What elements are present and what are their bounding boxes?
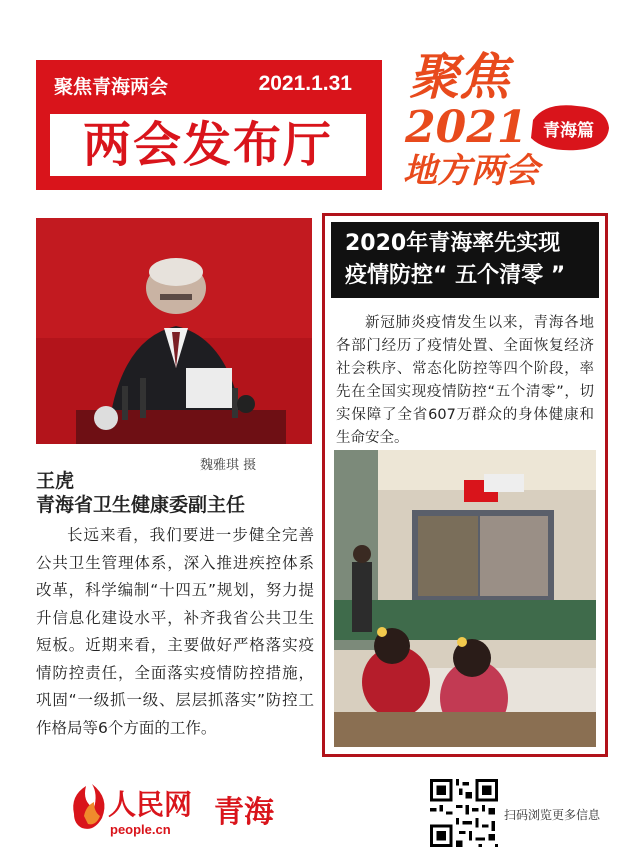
classroom-photo <box>334 450 596 747</box>
scan-prompt: 扫码浏览更多信息 <box>504 808 601 822</box>
calligraphy-logo <box>395 42 615 192</box>
calligraphy-line3: 地方两会 <box>403 151 539 191</box>
header-banner <box>36 60 382 190</box>
flame-icon <box>73 784 104 829</box>
brand-region: 青海 <box>214 795 274 830</box>
people-cn-logo <box>64 780 294 840</box>
calligraphy-line1: 聚焦 <box>409 47 509 106</box>
calligraphy-year: 2021 <box>405 102 528 153</box>
header-kicker: 聚焦青海两会 <box>54 76 169 98</box>
photo-credit: 魏雅琪 摄 <box>200 458 257 473</box>
speaker-title: 青海省卫生健康委副主任 <box>36 494 246 516</box>
brand-url: people.cn <box>110 822 171 837</box>
speaker-name: 王虎 <box>36 470 75 492</box>
brand-cn: 人民网 <box>108 788 193 821</box>
badge-qinghai <box>531 105 609 150</box>
header-date: 2021.1.31 <box>258 72 352 95</box>
feature-heading-line1: 2020年青海率先实现 <box>345 231 561 256</box>
page-title: 两会发布厅 <box>50 114 366 176</box>
feature-heading-line2: 疫情防控“ 五个清零 ” <box>345 263 566 288</box>
badge-qinghai-text: 青海篇 <box>543 121 594 141</box>
speaker-photo <box>36 218 312 444</box>
feature-paragraph: 新冠肺炎疫情发生以来，青海各地各部门经历了疫情处置、全面恢复经济社会秩序、常态化防控等四个阶段，率先在全国实现疫情防控“五个清零”，切实保障了全省607万群众的身体健康和生命安全。 <box>336 315 594 446</box>
speech-paragraph: 长远来看，我们要进一步健全完善公共卫生管理体系，深入推进疾控体系改革，科学编制“十四五”规划，努力提升信息化建设水平，补齐我省公共卫生短板。近期来看，主要做好严格落实疫情防控责任，全面落实疫情防控措施，巩固“一级抓一级、层层抓落实”防控工作格局等6个方面的工作。 <box>36 526 314 737</box>
feature-heading <box>331 222 599 298</box>
qr-code[interactable] <box>430 779 498 847</box>
